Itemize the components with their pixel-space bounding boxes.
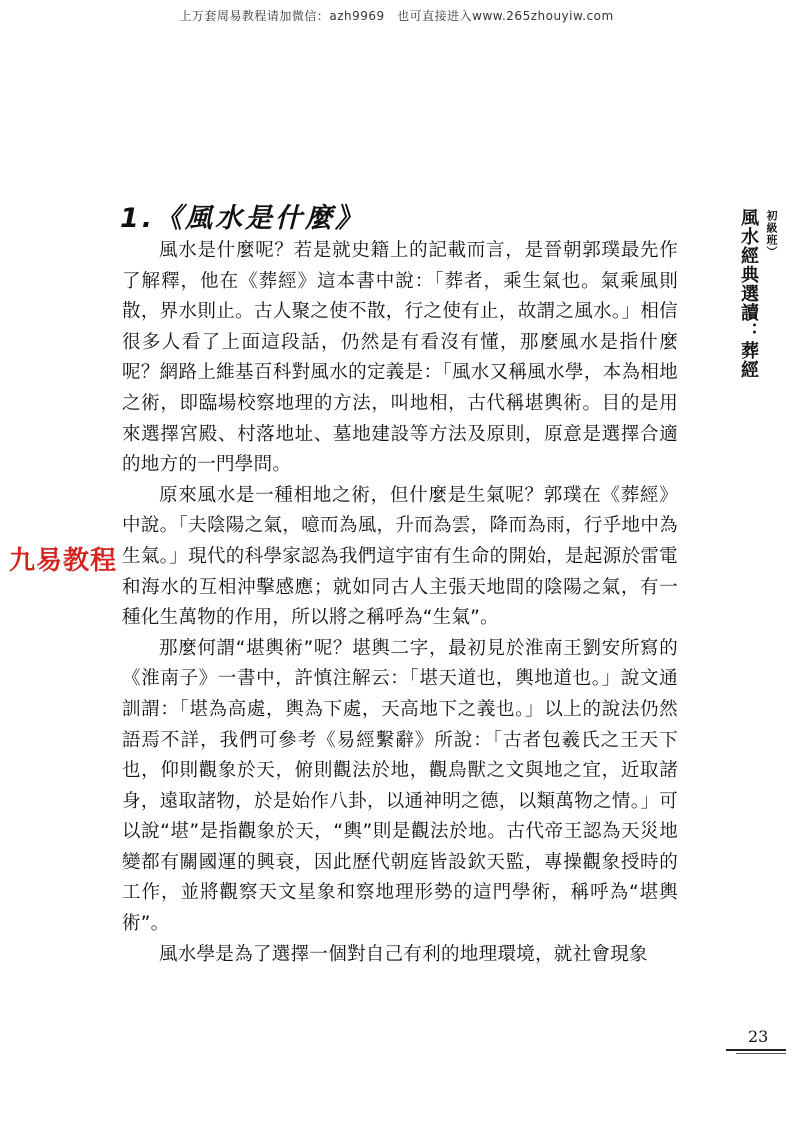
page-rule: [726, 1049, 786, 1051]
paragraph: 風水學是為了選擇一個對自己有利的地理環境，就社會現象: [159, 943, 648, 965]
body-text: [122, 236, 678, 970]
watermark: 九易教程: [9, 546, 118, 576]
book-title: 風水經典選讀：葬經: [738, 208, 759, 379]
paragraph: 原來風水是一種相地之術，但什麼是生氣呢？郭璞在《葬經》中說。「夫陰陽之氣，噫而為風，升而為雲，降而為雨，行乎地中為生氣。」現代的科學家認為我們這宇宙有生命的開始，是起源於雷電和海水的互相沖擊感應；就如同古人主張天地間的陰陽之氣，有一種化生萬物的作用，所以將之稱呼為“生氣”。: [122, 484, 678, 629]
section-title: 1.《風水是什麼》: [120, 203, 366, 234]
paragraph: 那麼何謂“堪輿術”呢？堪輿二字，最初見於淮南王劉安所寫的《淮南子》一書中，許慎注解云：「堪天道也，輿地道也。」說文通訓謂：「堪為高處，輿為下處，天高地下之義也。」以上的說法仍然語焉不詳，我們可參考《易經繫辭》所說：「古者包羲氏之王天下也，仰則觀象於天，俯則觀法於地，觀鳥獸之文與地之宜，近取諸身，遠取諸物，於是始作八卦，以通神明之德，以類萬物之情。」可以說“堪”是指觀象於天，“輿”則是觀法於地。古代帝王認為天災地變都有關國運的興衰，因此歷代朝庭皆設欽天監，專操觀象授時的工作，並將觀察天文星象和察地理形勢的這門學術，稱呼為“堪輿術”。: [122, 637, 678, 935]
series-label: 初級班）: [765, 210, 778, 258]
paragraph: 風水是什麼呢？若是就史籍上的記載而言，是晉朝郭璞最先作了解釋，他在《葬經》這本書中說：「葬者，乘生氣也。氣乘風則散，界水則止。古人聚之使不散，行之使有止，故謂之風水。」相信很多人看了上面這段話，仍然是有看沒有懂，那麼風水是指什麼呢？網路上維基百科對風水的定義是：「風水又稱風水學，本為相地之術，即臨場校察地理的方法，叫地相，古代稱堪輿術。目的是用來選擇宮殿、村落地址、墓地建設等方法及原則，原意是選擇合適的地方的一門學問。: [122, 240, 678, 476]
running-header: [729, 208, 779, 428]
header-note: 上万套周易教程请加微信：azh9969 也可直接进入www.265zhouyiw.com: [179, 9, 614, 23]
page-rule-thin: [736, 1053, 786, 1054]
page-number: 23: [748, 1027, 769, 1046]
